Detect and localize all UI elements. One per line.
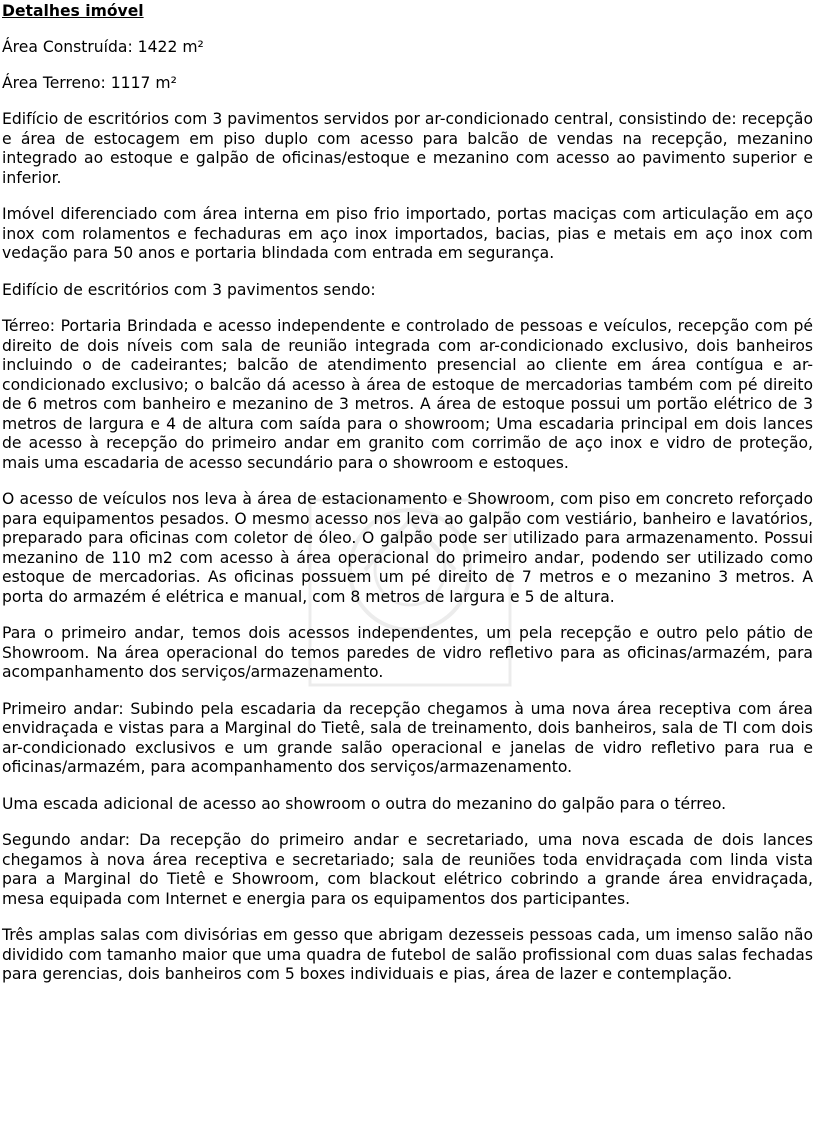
description-paragraph: Térreo: Portaria Brindada e acesso independente e controlado de pessoas e veículos, recepção com pé direito de dois níveis com sala de reunião integrada com ar-condicionado exclusivo, dois banheiros incluindo o de cadeirantes; balcão de atendimento presencial ao cliente em área contígua e ar-condicionado exclusivo; o balcão dá acesso à área de estoque de mercadorias também com pé direito de 6 metros com banheiro e mezanino de 3 metros. A área de estoque possui um portão elétrico de 3 metros de largura e 4 de altura com saída para o showroom; Uma escadaria principal em dois lances de acesso à recepção do primeiro andar em granito com corrimão de aço inox e vidro de proteção, mais uma escadaria de acesso secundário para o showroom e estoques.: [2, 317, 813, 472]
details-title: Detalhes imóvel: [2, 2, 144, 20]
description-paragraph: Uma escada adicional de acesso ao showroom o outra do mezanino do galpão para o térreo.: [2, 794, 727, 813]
description-paragraph: Para o primeiro andar, temos dois acessos independentes, um pela recepção e outro pelo pátio de Showroom. Na área operacional do temos paredes de vidro refletivo para as oficinas/armazém, para acompanhamento dos serviços/armazenamento.: [2, 624, 813, 681]
built-area: Área Construída: 1422 m²: [2, 38, 204, 56]
description-paragraph: Três amplas salas com divisórias em gesso que abrigam dezesseis pessoas cada, um imenso salão não dividido com tamanho maior que uma quadra de futebol de salão profissional com duas salas fechadas para gerencias, dois banheiros com 5 boxes individuais e pias, área de lazer e contemplação.: [2, 926, 813, 983]
land-area: Área Terreno: 1117 m²: [2, 74, 177, 92]
description-paragraph: Edifício de escritórios com 3 pavimentos servidos por ar-condicionado central, consistindo de: recepção e área de estocagem em piso duplo com acesso para balcão de vendas na recepção, mezanino integrado ao estoque e galpão de oficinas/estoque e mezanino com acesso ao pavimento superior e inferior.: [2, 110, 813, 187]
description-paragraph: Edifício de escritórios com 3 pavimentos sendo:: [2, 280, 376, 299]
description-paragraph: O acesso de veículos nos leva à área de estacionamento e Showroom, com piso em concreto reforçado para equipamentos pesados. O mesmo acesso nos leva ao galpão com vestiário, banheiro e lavatórios, preparado para oficinas com coletor de óleo. O galpão pode ser utilizado para armazenamento. Possui mezanino de 110 m2 com acesso à área operacional do primeiro andar, podendo ser utilizado como estoque de mercadorias. As oficinas possuem um pé direito de 7 metros e o mezanino 3 metros. A porta do armazém é elétrica e manual, com 8 metros de largura e 5 de altura.: [2, 490, 813, 606]
description-paragraph: Imóvel diferenciado com área interna em piso frio importado, portas maciças com articulação em aço inox com rolamentos e fechaduras em aço inox importados, bacias, pias e metais em aço inox com vedação para 50 anos e portaria blindada com entrada em segurança.: [2, 205, 813, 262]
description-paragraph: Segundo andar: Da recepção do primeiro andar e secretariado, uma nova escada de dois lances chegamos à nova área receptiva e secretariado; sala de reuniões toda envidraçada com linda vista para a Marginal do Tietê e Showroom, com blackout elétrico cobrindo a grande área envidraçada, mesa equipada com Internet e energia para os equipamentos dos participantes.: [2, 831, 813, 908]
description-paragraph: Primeiro andar: Subindo pela escadaria da recepção chegamos à uma nova área receptiva com área envidraçada e vistas para a Marginal do Tietê, sala de treinamento, dois banheiros, sala de TI com dois ar-condicionado exclusivos e um grande salão operacional e janelas de vidro refletivo para rua e oficinas/armazém, para acompanhamento dos serviços/armazenamento.: [2, 699, 813, 776]
property-details: [2, 0, 813, 985]
